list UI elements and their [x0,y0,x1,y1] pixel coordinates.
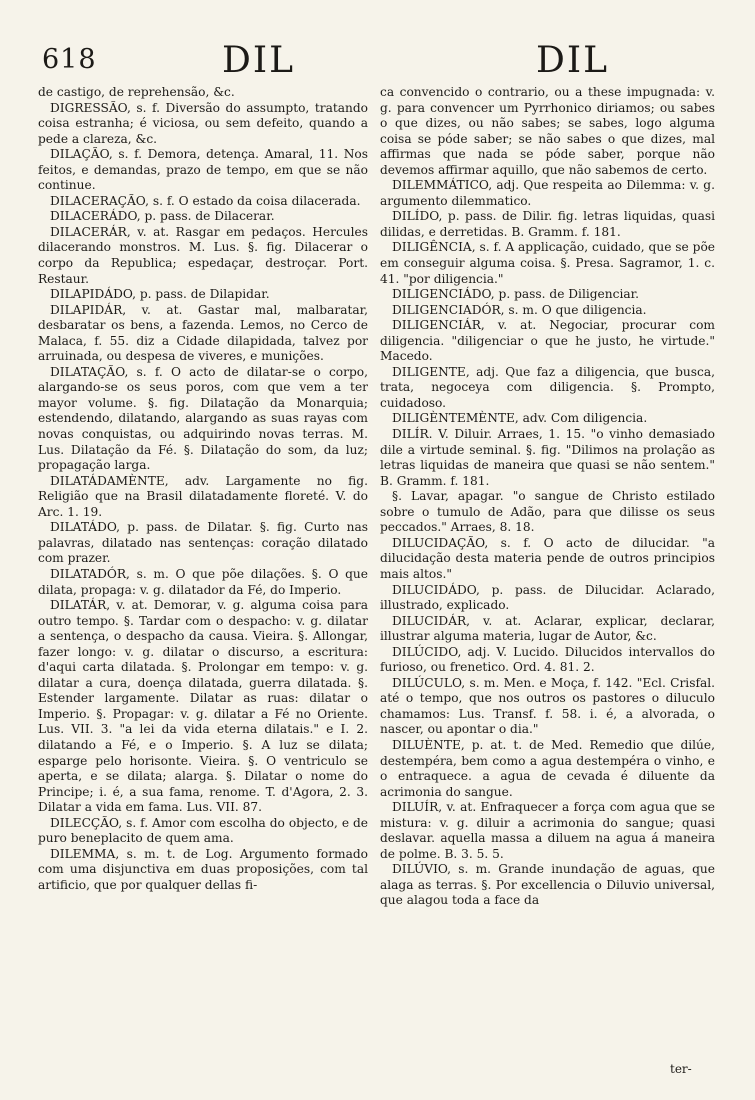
entry: DILÚCIDO, adj. V. Lucido. Dilucidos intervallos do furioso, ou frenetico. Ord. 4. 81. 2. [380,644,715,675]
entry: DILIGÈNTEMÈNTE, adv. Com diligencia. [392,411,648,426]
entry: DILATAÇÃO, s. f. O acto de dilatar-se o corpo, alargando-se os seus poros, com que vem a ter mayor volume. §. fig. Dilatação da Monarquia; estendendo, dilatando, alargando as suas rayas com novas conquistas, ou adquirindo novas terras. M. Lus. Dilatação da Fé. §. Dilatação do som, da luz; propagação larga. [38,364,368,473]
entry: DILIGENTE, adj. Que faz a diligencia, que busca, trata, negoceya com diligencia. §. Prompto, cuidadoso. [380,364,715,410]
running-head-right: DIL [536,40,609,81]
entry: DILIGENCIÁDO, p. pass. de Diligenciar. [392,287,639,302]
entry: DILATADÓR, s. m. O que põe dilações. §. O que dilata, propaga: v. g. dilatador da Fé, do Imperio. [38,566,368,597]
entry: DILUÍR, v. at. Enfraquecer a força com agua que se mistura: v. g. diluir a acrimonia do sangue; quasi deslavar. aquella massa a diluem na agua á maneira de polme. B. 3. 5. 5. [380,800,715,861]
entry: DILUCIDÁDO, p. pass. de Dilucidar. Aclarado, illustrado, explicado. [380,582,715,613]
entry: DILAPIDÁR, v. at. Gastar mal, malbaratar, desbaratar os bens, a fazenda. Lemos, no Cerco de Malaca, f. 55. diz a Cidade dilapidada, talvez por arruinada, ou despesa de viveres, e munições. [38,302,368,364]
entry: DILIGÊNCIA, s. f. A applicação, cuidado, que se põe em conseguir alguma coisa. §. Presa. Sagramor, 1. c. 41. "por diligencia." [380,240,715,286]
running-head-left: DIL [222,40,295,81]
entry: DILÍDO, p. pass. de Dilir. fig. letras liquidas, quasi dilidas, e derretidas. B. Gramm. f. 181. [380,209,715,239]
entry: DILUCIDÁR, v. at. Aclarar, explicar, declarar, illustrar alguma materia, lugar de Autor, &c. [380,613,715,644]
entry: DILACERAÇÃO, s. f. O estado da coisa dilacerada. [50,193,361,208]
entry: DILATÁDAMÈNTE, adv. Largamente no fig. Religião que na Brasil dilatadamente floreté. V. do Arc. 1. 19. [38,473,368,519]
entry: §. Lavar, apagar. "o sangue de Christo estilado sobre o tumulo de Adão, para que dilisse os seus peccados." Arraes, 8. 18. [380,489,715,535]
entry: ca convencido o contrario, ou a these impugnada: v. g. para convencer um Pyrrhonico diriamos; ou sabes o que dizes, ou não sabes; se sabes, logo alguma coisa se póde saber; se não sabes o que dizes, mal affirmas que nada se póde saber, porque não devemos affirmar aquillo, que não sabemos de certo. [380,85,715,177]
entry: de castigo, de reprehensão, &c. [38,85,235,99]
entry: DILATÁR, v. at. Demorar, v. g. alguma coisa para outro tempo. §. Tardar com o despacho: v. g. dilatar a sentença, o despacho da causa. Vieira. §. Allongar, fazer longo: v. g. dilatar o discurso, a escritura: d'aqui carta dilatada. §. Prolongar em tempo: v. g. dilatar a cura, doença dilatada, guerra dilatada. §. Estender largamente. Dilatar as ruas: dilatar o Imperio. §. Propagar: v. g. dilatar a Fé no Oriente. Lus. VII. 3. "a lei da vida eterna dilatais." e I. 2. dilatando a Fé, e o Imperio. §. A luz se dilata; esparge pelo horisonte. Vieira. §. O ventriculo se aperta, e se dilata; alarga. §. Dilatar o nome do Principe; i. é, a sua fama, renome. T. d'Agora, 2. 3. Dilatar a vida em fama. Lus. VII. 87. [38,598,368,815]
entry: DILACERÁDO, p. pass. de Dilacerar. [50,209,275,224]
entry: DILIGENCIÁR, v. at. Negociar, procurar com diligencia. "diligenciar o que he justo, he virtude." Macedo. [380,318,715,364]
entry: DIGRESSÃO, s. f. Diversão do assumpto, tratando coisa estranha; é viciosa, ou sem defeito, quando a pede a clareza, &c. [38,100,368,146]
right-column [380,85,715,909]
page-number: 618 [42,44,97,75]
entry: DILEMMA, s. m. t. de Log. Argumento formado com uma disjunctiva em duas proposições, com tal artificio, que por qualquer dellas fi- [38,846,368,892]
entry: DILUÈNTE, p. at. t. de Med. Remedio que dilúe, destempéra, bem como a agua destempéra o vinho, e o entraquece. a agua de cevada é diluente da acrimonia do sangue. [380,737,715,799]
entry: DILEMMÁTICO, adj. Que respeita ao Dilemma: v. g. argumento dilemmatico. [380,178,715,208]
entry: DILUCIDAÇÃO, s. f. O acto de dilucidar. "a dilucidação desta materia pende de outros principios mais altos." [380,535,715,581]
entry: DILIGENCIADÓR, s. m. O que diligencia. [392,302,647,317]
entry: DILATÁDO, p. pass. de Dilatar. §. fig. Curto nas palavras, dilatado nas sentenças: coração dilatado com prazer. [38,520,368,566]
entry: DILÚCULO, s. m. Men. e Moça, f. 142. "Ecl. Crisfal. até o tempo, que nos outros os pastores o diluculo chamamos: Lus. Transf. f. 58. i. é, a alvorada, o nascer, ou apontar o dia." [380,675,715,737]
entry: DILAPIDÁDO, p. pass. de Dilapidar. [50,287,270,302]
entry: DILECÇÃO, s. f. Amor com escolha do objecto, e de puro beneplacito de quem ama. [38,815,368,846]
entry: DILÚVIO, s. m. Grande inundação de aguas, que alaga as terras. §. Por excellencia o Diluvio universal, que alagou toda a face da [380,862,715,908]
left-column [38,85,368,893]
entry: DILACERÁR, v. at. Rasgar em pedaços. Hercules dilacerando monstros. M. Lus. §. fig. Dilacerar o corpo da Republica; espedaçar, destroçar. Port. Restaur. [38,224,368,286]
catchword: ter- [670,1062,692,1076]
entry: DILAÇÃO, s. f. Demora, detença. Amaral, 11. Nos feitos, e demandas, prazo de tempo, em que se não continue. [38,147,368,193]
entry: DILÍR. V. Diluir. Arraes, 1. 15. "o vinho demasiado dile a virtude seminal. §. fig. "Dilimos na prolação as letras liquidas de maneira que quasi se não sentem." B. Gramm. f. 181. [380,427,715,488]
